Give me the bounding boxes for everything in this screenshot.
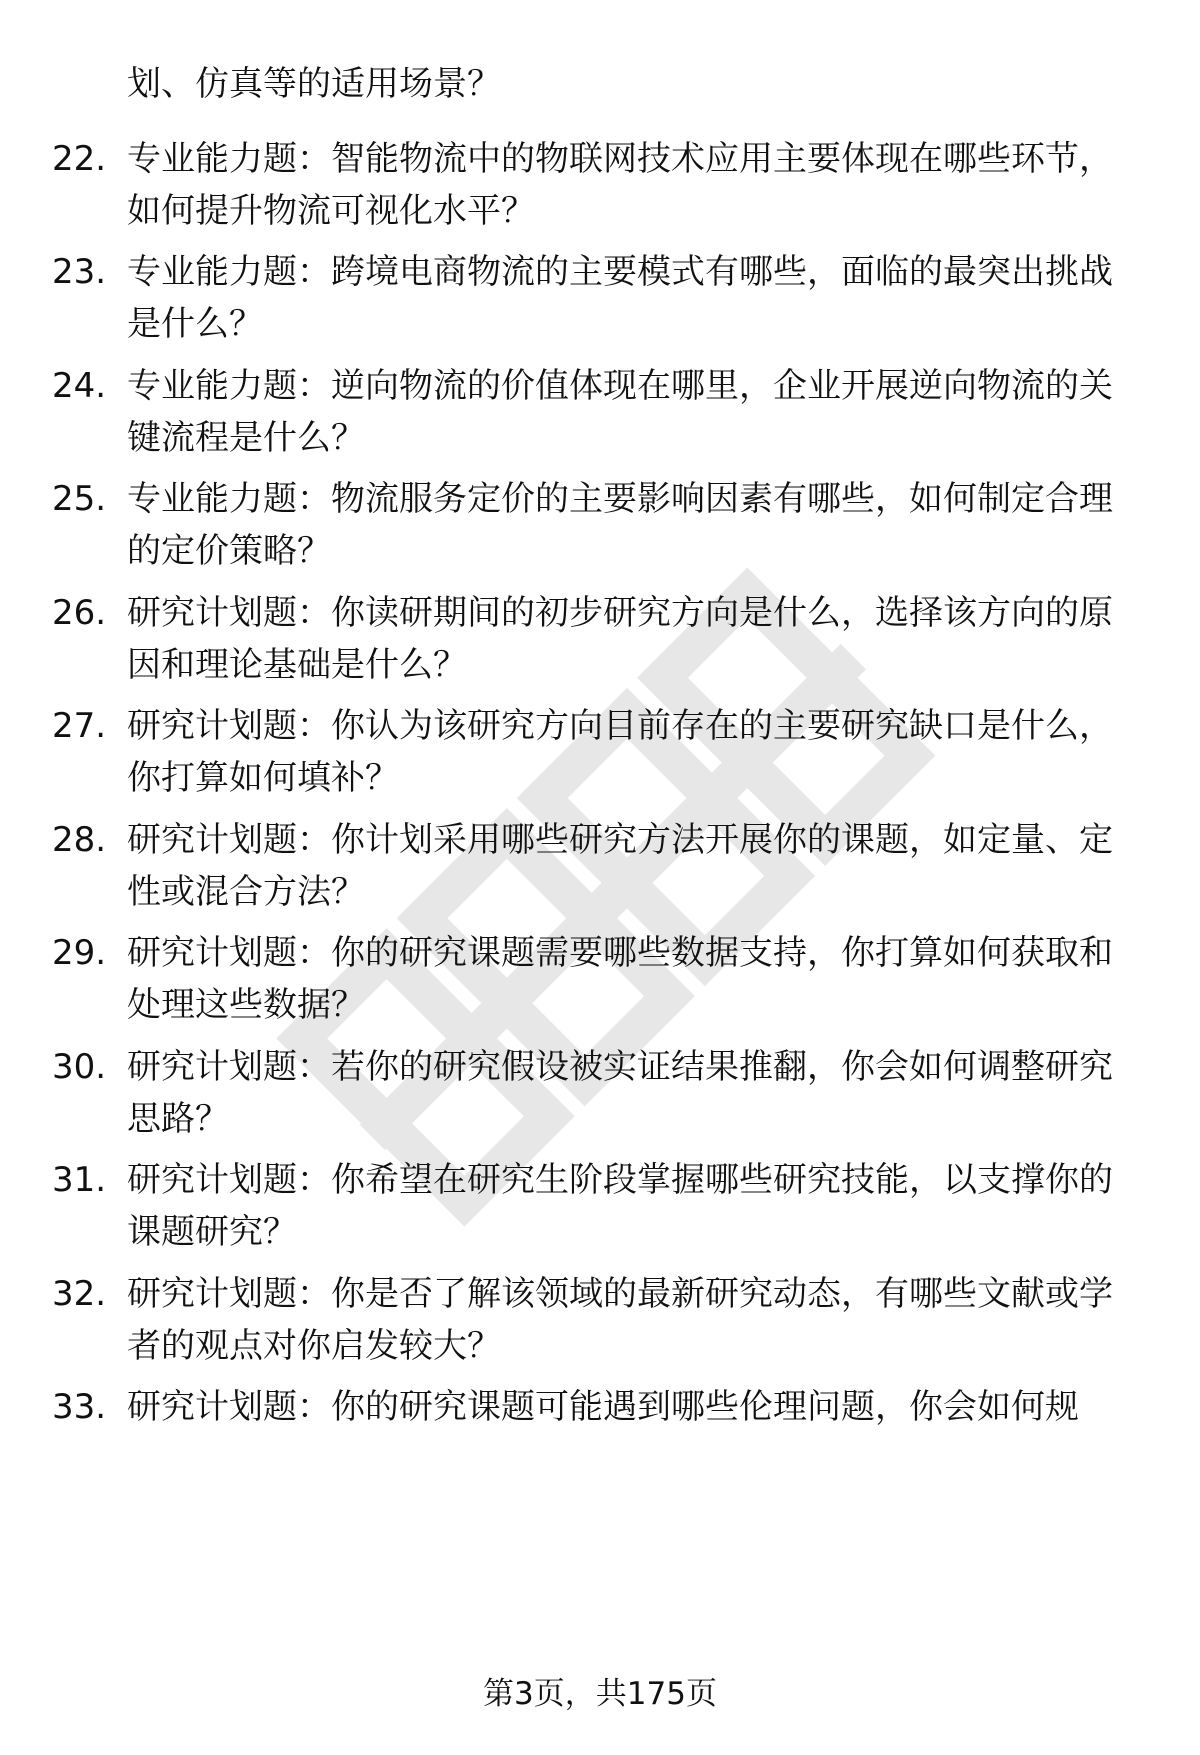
question-text: 研究计划题：你读研期间的初步研究方向是什么，选择该方向的原因和理论基础是什么？ xyxy=(127,593,1113,685)
question-number: 30. xyxy=(52,1047,107,1087)
question-text: 专业能力题：物流服务定价的主要影响因素有哪些，如何制定合理的定价策略？ xyxy=(127,479,1113,571)
question-item xyxy=(0,246,1200,356)
question-number: 28. xyxy=(52,820,107,860)
question-item xyxy=(0,814,1200,924)
question-text: 研究计划题：你计划采用哪些研究方法开展你的课题，如定量、定性或混合方法？ xyxy=(127,820,1113,912)
question-number: 33. xyxy=(52,1387,107,1427)
question-text: 研究计划题：你是否了解该领域的最新研究动态，有哪些文献或学者的观点对你启发较大？ xyxy=(127,1274,1113,1366)
question-text: 研究计划题：你的研究课题可能遇到哪些伦理问题，你会如何规 xyxy=(127,1387,1079,1427)
question-item xyxy=(0,700,1200,810)
page-footer: 第3页，共175页 xyxy=(483,1676,717,1712)
question-item xyxy=(0,1041,1200,1151)
question-text: 研究计划题：你认为该研究方向目前存在的主要研究缺口是什么，你打算如何填补？ xyxy=(127,706,1113,798)
question-number: 24. xyxy=(52,366,107,406)
question-number: 29. xyxy=(52,933,107,973)
continued-question-text: 划、仿真等的适用场景？ xyxy=(127,64,501,104)
question-text: 研究计划题：若你的研究假设被实证结果推翻，你会如何调整研究思路？ xyxy=(127,1047,1113,1139)
question-text: 专业能力题：智能物流中的物联网技术应用主要体现在哪些环节，如何提升物流可视化水平？ xyxy=(127,139,1113,231)
question-number: 23. xyxy=(52,252,107,292)
question-item xyxy=(0,133,1200,243)
question-item xyxy=(0,1381,1200,1491)
question-text: 研究计划题：你希望在研究生阶段掌握哪些研究技能，以支撑你的课题研究？ xyxy=(127,1160,1113,1252)
question-item xyxy=(0,473,1200,583)
question-text: 研究计划题：你的研究课题需要哪些数据支持，你打算如何获取和处理这些数据？ xyxy=(127,933,1113,1025)
question-text: 专业能力题：逆向物流的价值体现在哪里，企业开展逆向物流的关键流程是什么？ xyxy=(127,366,1113,458)
question-text: 专业能力题：跨境电商物流的主要模式有哪些，面临的最突出挑战是什么？ xyxy=(127,252,1113,344)
question-item xyxy=(0,360,1200,470)
question-item xyxy=(0,1154,1200,1264)
question-number: 25. xyxy=(52,479,107,519)
question-number: 22. xyxy=(52,139,107,179)
question-item xyxy=(0,927,1200,1037)
question-number: 26. xyxy=(52,593,107,633)
question-number: 32. xyxy=(52,1274,107,1314)
question-number: 31. xyxy=(52,1160,107,1200)
question-number: 27. xyxy=(52,706,107,746)
question-item xyxy=(0,1268,1200,1378)
question-item xyxy=(0,587,1200,697)
